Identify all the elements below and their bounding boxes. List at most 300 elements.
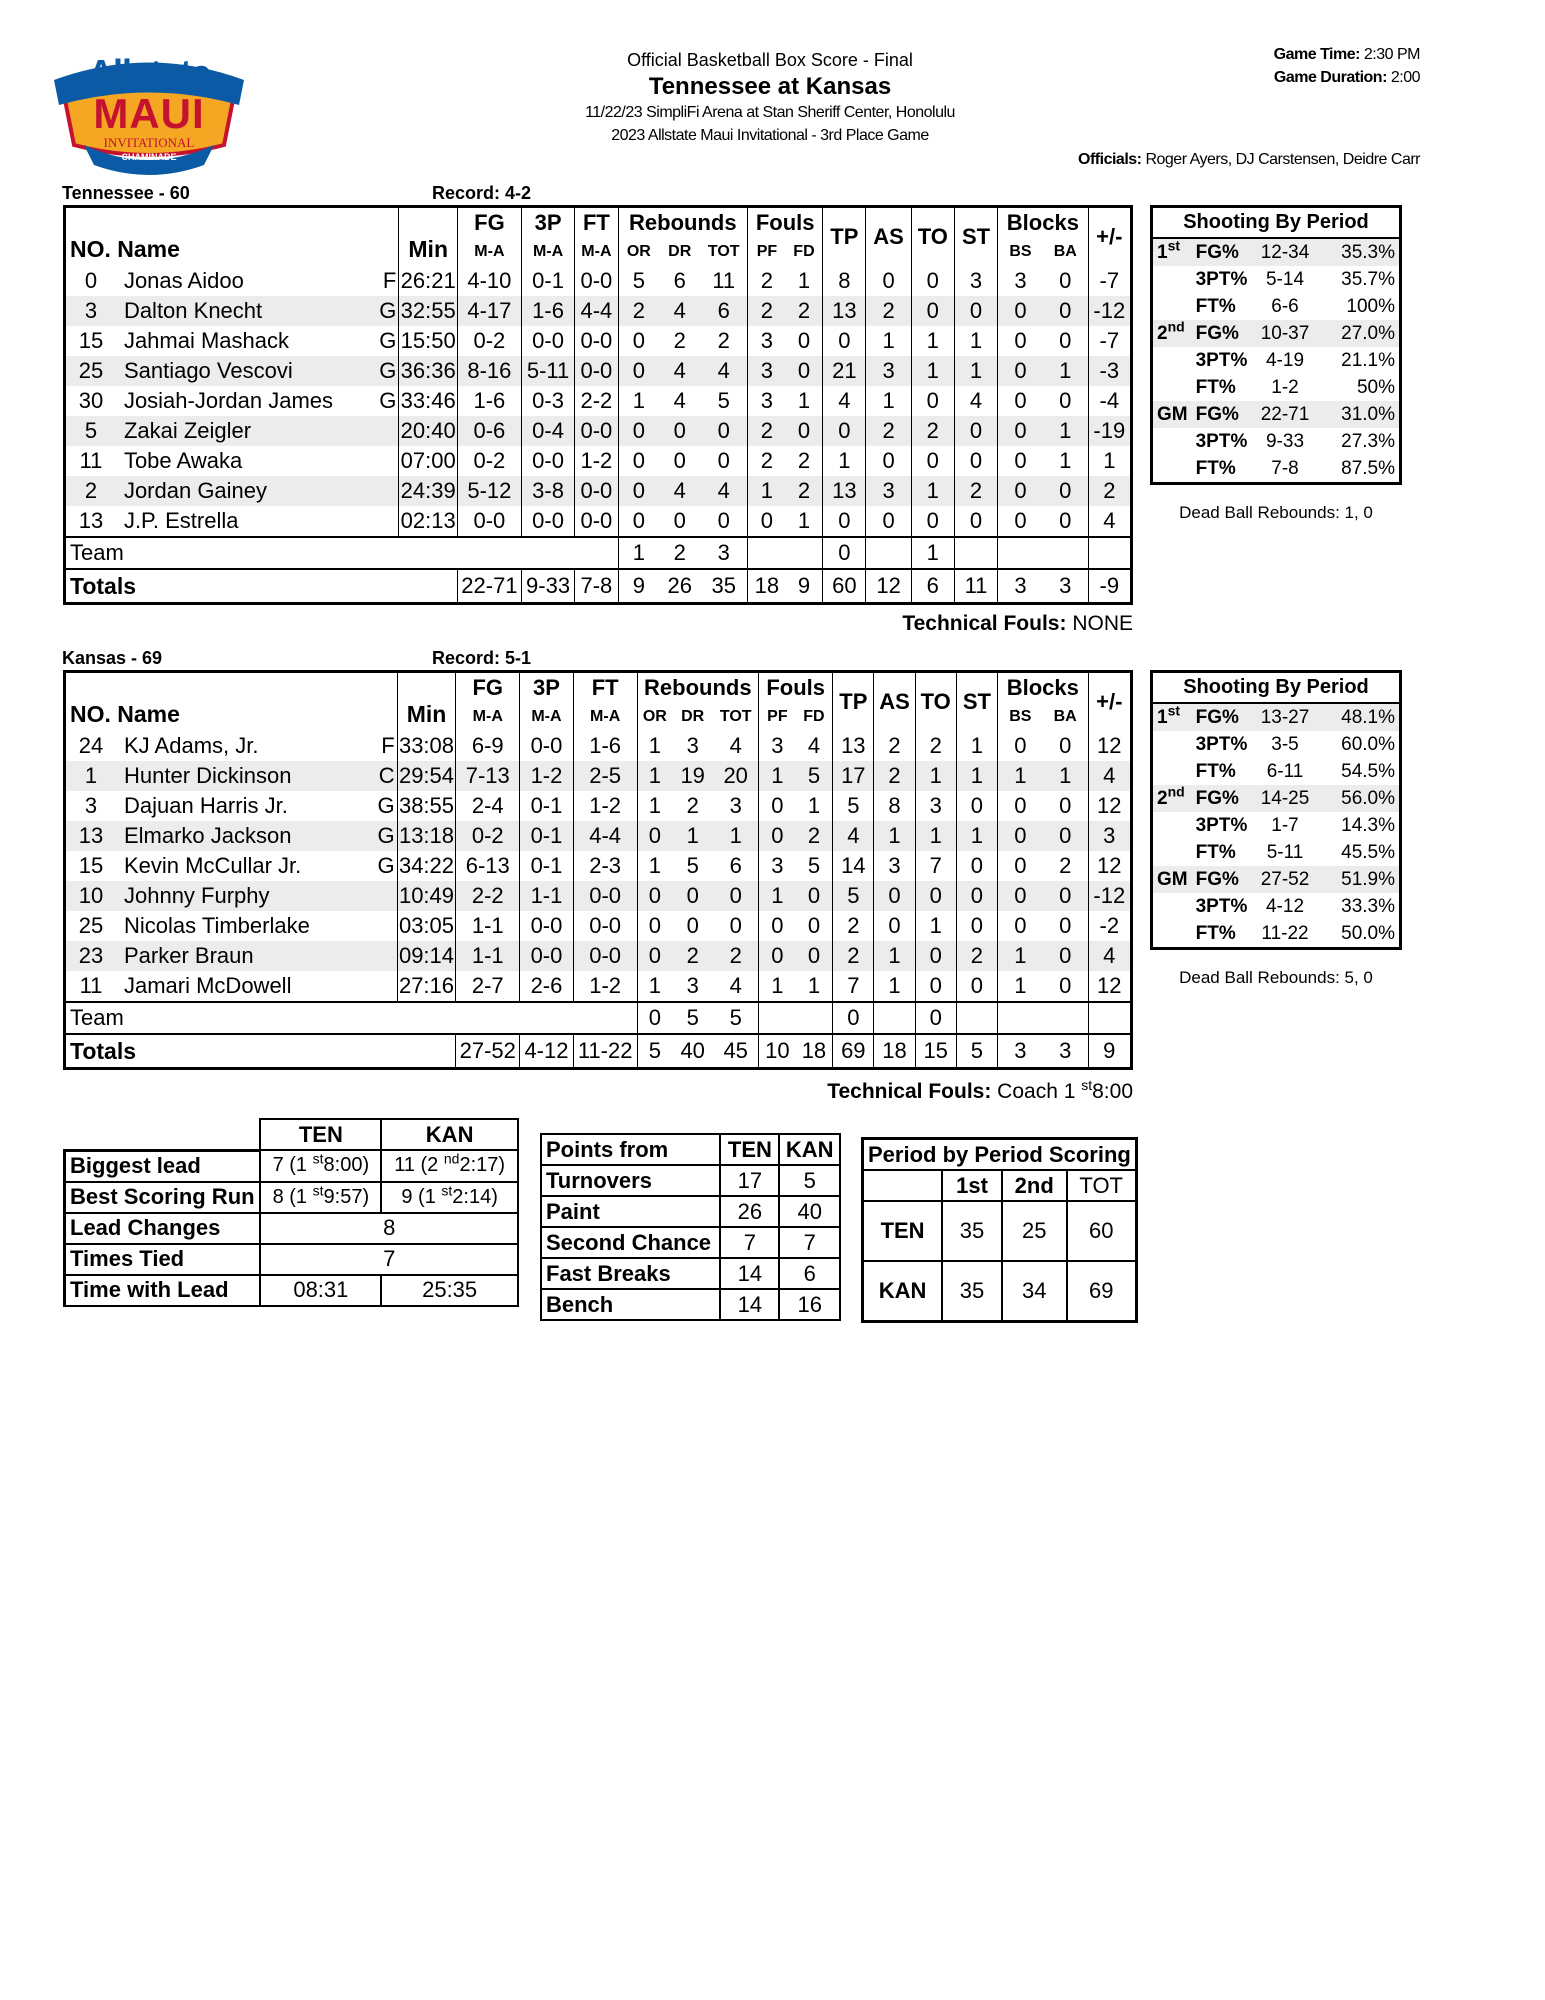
shooting-period — [1152, 758, 1192, 785]
player-ft: 2-3 — [573, 851, 637, 881]
team2-dead-ball-rebounds: Dead Ball Rebounds: 5, 0 — [1179, 968, 1373, 987]
player-pf: 3 — [748, 356, 786, 386]
player-tp: 13 — [823, 296, 866, 326]
shooting-row — [1152, 785, 1401, 812]
player-pm: 4 — [1088, 761, 1131, 791]
player-row — [65, 821, 1132, 851]
player-row — [65, 971, 1132, 1002]
points-from-label: Bench — [541, 1289, 720, 1320]
game-time-value: 2:30 PM — [1363, 46, 1420, 63]
player-pos: G — [379, 328, 397, 353]
player-pf: 1 — [748, 476, 786, 506]
player-name: Parker Braun — [116, 941, 377, 971]
col-to: TO — [915, 672, 956, 732]
period-scoring-title: Period by Period Scoring — [863, 1139, 1137, 1171]
player-dr: 4 — [673, 388, 686, 413]
player-row — [65, 416, 1132, 446]
player-fd: 2 — [797, 448, 811, 473]
shooting-made-attempted: 4-12 — [1265, 895, 1305, 917]
player-name: Hunter Dickinson — [116, 761, 377, 791]
col-tot: TOT — [719, 708, 752, 725]
player-pos: G — [377, 821, 398, 851]
player-pm: 12 — [1088, 971, 1131, 1002]
player-tot: 4 — [729, 733, 742, 758]
shooting-pct: 51.9% — [1319, 866, 1401, 893]
col-min: Min — [397, 672, 456, 732]
totals-fd: 18 — [796, 1034, 833, 1069]
player-to: 0 — [915, 941, 956, 971]
player-st: 2 — [954, 476, 997, 506]
shooting-row — [1152, 293, 1401, 320]
col-fouls: Fouls — [759, 672, 833, 704]
player-st: 0 — [956, 791, 997, 821]
player-min: 32:55 — [399, 296, 458, 326]
player-dr: 1 — [672, 821, 713, 851]
col-as: AS — [874, 672, 915, 732]
player-tp: 21 — [823, 356, 866, 386]
player-pm: -19 — [1088, 416, 1131, 446]
player-three: 0-1 — [520, 851, 574, 881]
col-st: ST — [954, 207, 997, 267]
player-as: 2 — [874, 731, 915, 761]
shooting-row — [1152, 839, 1401, 866]
shooting-period — [1152, 731, 1192, 758]
player-fd: 2 — [786, 296, 823, 326]
player-pf: 1 — [759, 971, 796, 1002]
player-dr: 4 — [659, 476, 700, 506]
player-no: 23 — [65, 941, 116, 971]
player-pf: 0 — [759, 821, 796, 851]
player-ba: 0 — [1043, 881, 1088, 911]
player-min: 34:22 — [397, 851, 456, 881]
period-scoring-table — [861, 1137, 1138, 1323]
points-from-row — [541, 1196, 840, 1227]
team-tot: 3 — [700, 537, 747, 569]
col-or: OR — [637, 703, 672, 731]
player-name: Elmarko Jackson — [116, 821, 377, 851]
player-or: 1 — [637, 731, 672, 761]
shooting-period-label: 1 — [1157, 241, 1168, 263]
player-bs: 0 — [997, 881, 1042, 911]
player-row — [65, 881, 1132, 911]
player-to: 0 — [911, 506, 954, 537]
shooting-made-attempted: 22-71 — [1251, 401, 1318, 428]
col-fouls: Fouls — [748, 207, 823, 239]
times-tied-label: Times Tied — [65, 1244, 261, 1275]
col-blocks: Blocks — [998, 207, 1089, 239]
player-name: J.P. Estrella — [123, 508, 239, 533]
team2-shooting-by-period — [1150, 670, 1402, 950]
totals-tp: 60 — [823, 569, 866, 604]
col-plus-minus: +/- — [1088, 672, 1131, 732]
tech-value: NONE — [1072, 612, 1133, 635]
player-three: 1-6 — [521, 296, 575, 326]
shooting-made-attempted: 9-33 — [1265, 430, 1305, 452]
points-from-table — [540, 1133, 841, 1321]
shooting-made-attempted: 6-6 — [1271, 295, 1299, 317]
player-ba: 1 — [1043, 416, 1088, 446]
shooting-pct: 48.1% — [1319, 703, 1401, 731]
totals-bs: 3 — [998, 569, 1043, 604]
logo-maui: MAUI — [93, 90, 205, 137]
player-to: 1 — [911, 326, 954, 356]
game-stats-table — [63, 1118, 519, 1307]
player-pm: -4 — [1088, 386, 1131, 416]
player-as: 3 — [874, 851, 915, 881]
player-st: 4 — [954, 386, 997, 416]
player-bs: 1 — [997, 941, 1042, 971]
player-pos: G — [377, 793, 395, 818]
player-row — [65, 266, 1132, 296]
player-name: Nicolas Timberlake — [123, 913, 310, 938]
player-fg: 4-10 — [458, 266, 522, 296]
player-to: 1 — [915, 761, 956, 791]
team2-title: Kansas - 69 — [62, 648, 163, 668]
shooting-made-attempted: 14-25 — [1251, 785, 1318, 812]
player-no: 2 — [65, 476, 116, 506]
player-no: 25 — [78, 913, 104, 938]
col-3p: 3P — [521, 207, 575, 239]
shooting-row — [1152, 347, 1401, 374]
points-from-row — [541, 1289, 840, 1320]
player-pos — [377, 971, 398, 1002]
col-blocks: Blocks — [997, 672, 1088, 704]
player-to: 3 — [915, 791, 956, 821]
player-min: 27:16 — [397, 971, 456, 1002]
player-to: 0 — [915, 971, 956, 1002]
team-tp: 0 — [833, 1002, 874, 1034]
totals-dr: 40 — [672, 1034, 713, 1069]
shooting-stat: 3PT% — [1195, 814, 1248, 836]
player-to: 2 — [911, 416, 954, 446]
player-row — [65, 791, 1132, 821]
shooting-row — [1152, 731, 1401, 758]
duration-value: 2:00 — [1390, 69, 1420, 86]
player-pos: G — [379, 388, 397, 413]
shooting-pct: 21.1% — [1341, 349, 1395, 371]
player-bs: 0 — [998, 296, 1043, 326]
player-as: 3 — [866, 476, 911, 506]
player-as: 1 — [866, 326, 911, 356]
totals-three: 4-12 — [520, 1034, 574, 1069]
logo-chaminade: CHAMINADE — [121, 152, 177, 162]
player-pos — [376, 476, 399, 506]
player-ba: 0 — [1059, 793, 1072, 818]
totals-ft: 11-22 — [573, 1034, 637, 1069]
player-tot: 5 — [717, 388, 730, 413]
player-ft: 2-5 — [573, 761, 637, 791]
shooting-made-attempted: 7-8 — [1271, 457, 1299, 479]
player-tp: 4 — [823, 386, 866, 416]
player-name: Jahmai Mashack — [123, 328, 290, 353]
player-tot: 0 — [717, 448, 730, 473]
col-tot: TOT — [1067, 1170, 1137, 1201]
col-min: Min — [399, 207, 458, 267]
shooting-period-suffix: nd — [1167, 318, 1185, 335]
totals-fd: 9 — [786, 569, 823, 604]
player-pos: G — [376, 296, 399, 326]
shooting-row — [1152, 374, 1401, 401]
shooting-pct: 87.5% — [1341, 457, 1395, 479]
player-fg: 1-1 — [456, 941, 520, 971]
player-min: 38:55 — [397, 791, 456, 821]
player-min: 36:36 — [399, 356, 458, 386]
player-pos: F — [382, 268, 397, 293]
player-pf: 3 — [748, 386, 786, 416]
player-ft: 0-0 — [573, 881, 637, 911]
scoring-run-ten-suffix: st — [312, 1181, 324, 1198]
player-name: Dalton Knecht — [116, 296, 376, 326]
player-bs: 0 — [997, 851, 1042, 881]
player-as: 1 — [874, 821, 915, 851]
lead-changes-value: 8 — [260, 1213, 518, 1244]
player-pm: -3 — [1088, 356, 1131, 386]
player-as: 0 — [874, 911, 915, 941]
shooting-made-attempted: 5-11 — [1266, 841, 1304, 863]
shooting-period — [1152, 238, 1192, 266]
totals-st: 5 — [956, 1034, 997, 1069]
duration-label: Game Duration: — [1273, 69, 1387, 86]
player-pos — [377, 881, 398, 911]
player-pm: 4 — [1088, 941, 1131, 971]
tech-label: Technical Fouls: — [902, 612, 1067, 635]
player-three: 0-1 — [520, 791, 574, 821]
shooting-stat: FG% — [1192, 401, 1252, 428]
shooting-period — [1152, 812, 1192, 839]
shooting-stat: FG% — [1192, 238, 1252, 266]
player-to: 0 — [915, 881, 956, 911]
shooting-period-label: 1 — [1157, 706, 1168, 728]
shooting-stat: 3PT% — [1195, 895, 1248, 917]
player-ba: 0 — [1059, 268, 1072, 293]
player-tot: 3 — [729, 793, 742, 818]
biggest-lead-ten-value: 7 (1 — [272, 1154, 308, 1177]
player-no: 30 — [78, 388, 104, 413]
player-three: 0-0 — [521, 326, 575, 356]
totals-row — [65, 1034, 1132, 1069]
player-tot: 11 — [712, 268, 736, 293]
shooting-row — [1152, 703, 1401, 731]
player-tot: 6 — [700, 296, 747, 326]
shooting-title: Shooting By Period — [1152, 672, 1401, 704]
player-row — [65, 476, 1132, 506]
player-fg: 1-6 — [458, 386, 522, 416]
period-scoring-row — [863, 1261, 1137, 1322]
totals-ba: 3 — [1043, 569, 1088, 604]
tech-value: Coach 1 — [997, 1080, 1076, 1103]
player-pm: 1 — [1088, 446, 1131, 476]
player-pm: 4 — [1088, 506, 1131, 537]
player-or: 1 — [637, 971, 672, 1002]
player-tot: 0 — [713, 881, 758, 911]
period-1st: 35 — [942, 1261, 1002, 1322]
col-no-name: NO. Name — [70, 701, 180, 727]
player-tot: 0 — [700, 416, 747, 446]
player-no: 15 — [78, 853, 104, 878]
player-three: 0-0 — [520, 911, 574, 941]
player-three: 0-0 — [521, 506, 575, 537]
player-ft: 1-2 — [573, 971, 637, 1002]
player-dr: 3 — [686, 973, 699, 998]
player-three: 1-1 — [520, 881, 574, 911]
player-dr: 5 — [686, 853, 699, 878]
player-ft: 0-0 — [575, 266, 618, 296]
player-name: Jonas Aidoo — [123, 268, 244, 293]
player-or: 1 — [637, 791, 672, 821]
player-pm: 12 — [1088, 851, 1131, 881]
player-dr: 4 — [659, 356, 700, 386]
player-pm: -7 — [1088, 326, 1131, 356]
player-no: 3 — [65, 296, 116, 326]
player-fd: 2 — [786, 476, 823, 506]
player-fd: 1 — [797, 508, 811, 533]
player-pos — [376, 446, 399, 476]
player-three: 0-1 — [521, 266, 575, 296]
shooting-made-attempted: 12-34 — [1251, 238, 1318, 266]
player-fd: 0 — [786, 356, 823, 386]
shooting-pct: 27.0% — [1319, 320, 1401, 347]
points-from-ten: 14 — [720, 1258, 779, 1289]
shooting-stat: 3PT% — [1195, 268, 1248, 290]
team-to: 1 — [911, 537, 954, 569]
player-tp: 17 — [833, 761, 874, 791]
shooting-period-suffix: st — [1167, 237, 1181, 254]
shooting-row — [1152, 401, 1401, 428]
player-dr: 0 — [672, 881, 713, 911]
biggest-lead-kan — [381, 1150, 518, 1182]
totals-row — [65, 569, 1132, 604]
shooting-period — [1152, 401, 1192, 428]
col-kan: KAN — [779, 1134, 840, 1165]
points-from-kan: 6 — [779, 1258, 840, 1289]
team-label: Team — [65, 537, 619, 569]
shooting-period — [1152, 785, 1192, 812]
player-st: 0 — [954, 416, 997, 446]
times-tied-value: 7 — [260, 1244, 518, 1275]
col-bs: BS — [998, 238, 1043, 266]
shooting-stat: 3PT% — [1195, 733, 1248, 755]
totals-three: 9-33 — [521, 569, 575, 604]
player-fg: 2-4 — [456, 791, 520, 821]
shooting-period — [1152, 320, 1192, 347]
shooting-row — [1152, 320, 1401, 347]
player-to: 1 — [911, 356, 954, 386]
player-name: Tobe Awaka — [123, 448, 243, 473]
player-min: 13:18 — [397, 821, 456, 851]
player-or: 1 — [637, 761, 672, 791]
player-row — [65, 386, 1132, 416]
player-no: 5 — [65, 416, 116, 446]
player-st: 0 — [954, 446, 997, 476]
player-min: 33:08 — [397, 731, 456, 761]
player-or: 0 — [637, 941, 672, 971]
shooting-pct: 35.7% — [1341, 268, 1395, 290]
col-ft-ma: M-A — [575, 238, 618, 266]
player-tp: 8 — [823, 266, 866, 296]
player-row — [65, 761, 1132, 791]
player-ba: 0 — [1059, 508, 1072, 533]
player-ft: 0-0 — [573, 911, 637, 941]
event-logo — [44, 50, 254, 175]
player-no: 0 — [84, 268, 98, 293]
shooting-row — [1152, 758, 1401, 785]
col-ft: FT — [575, 207, 618, 239]
player-name: Josiah-Jordan James — [123, 388, 334, 413]
player-to: 2 — [915, 731, 956, 761]
team-row — [65, 1002, 1132, 1034]
points-from-kan: 5 — [779, 1165, 840, 1196]
shooting-row — [1152, 238, 1401, 266]
player-three: 0-0 — [521, 446, 575, 476]
player-tot: 1 — [713, 821, 758, 851]
points-from-label: Turnovers — [541, 1165, 720, 1196]
player-bs: 0 — [998, 506, 1043, 537]
game-time — [1180, 46, 1420, 64]
player-ft: 1-2 — [575, 446, 618, 476]
player-to: 0 — [911, 266, 954, 296]
player-three: 0-3 — [521, 386, 575, 416]
player-or: 0 — [637, 821, 672, 851]
player-bs: 3 — [998, 266, 1043, 296]
player-to: 0 — [911, 386, 954, 416]
player-fg: 1-1 — [456, 911, 520, 941]
player-ba: 2 — [1059, 853, 1072, 878]
player-dr: 2 — [686, 793, 699, 818]
player-name: Santiago Vescovi — [116, 356, 376, 386]
shooting-made-attempted: 13-27 — [1251, 703, 1318, 731]
shooting-pct: 35.3% — [1319, 238, 1401, 266]
player-tot: 6 — [729, 853, 742, 878]
player-fd: 0 — [786, 416, 823, 446]
player-st: 1 — [954, 356, 997, 386]
shooting-made-attempted: 3-5 — [1271, 733, 1299, 755]
player-pf: 0 — [759, 941, 796, 971]
player-fg: 0-2 — [456, 821, 520, 851]
player-pf: 0 — [759, 791, 796, 821]
officials — [920, 151, 1420, 169]
player-row — [65, 911, 1132, 941]
player-dr: 0 — [686, 913, 699, 938]
player-min: 33:46 — [399, 386, 458, 416]
col-fg: FG — [456, 672, 520, 704]
col-tot: TOT — [707, 243, 740, 260]
shooting-pct: 50.0% — [1341, 922, 1395, 944]
player-dr: 4 — [659, 296, 700, 326]
player-tot: 20 — [713, 761, 758, 791]
totals-dr: 26 — [659, 569, 700, 604]
period-team: KAN — [863, 1261, 943, 1322]
player-bs: 0 — [997, 911, 1042, 941]
officials-label: Officials: — [1078, 151, 1142, 168]
col-ba: BA — [1053, 708, 1077, 725]
player-st: 0 — [956, 911, 997, 941]
totals-pm: 9 — [1088, 1034, 1131, 1069]
col-to: TO — [911, 207, 954, 267]
totals-st: 11 — [954, 569, 997, 604]
col-kan: KAN — [381, 1119, 518, 1150]
player-min: 24:39 — [399, 476, 458, 506]
col-rebounds: Rebounds — [637, 672, 759, 704]
shooting-row — [1152, 920, 1401, 949]
player-name: Dajuan Harris Jr. — [123, 793, 288, 818]
game-duration — [1180, 69, 1420, 87]
shooting-stat: FT% — [1195, 922, 1236, 944]
player-row — [65, 446, 1132, 476]
col-as: AS — [866, 207, 911, 267]
shooting-row — [1152, 812, 1401, 839]
player-pm: -12 — [1088, 881, 1131, 911]
player-pm: 12 — [1088, 731, 1131, 761]
